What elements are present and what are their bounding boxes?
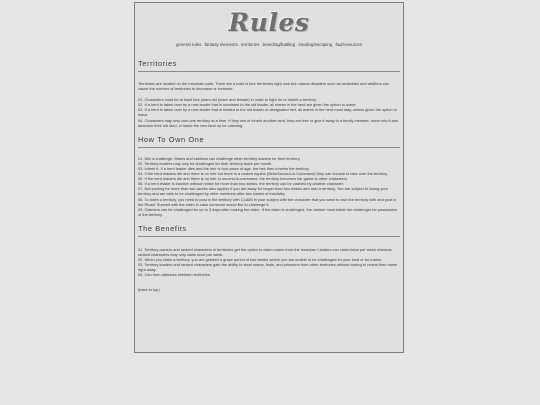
rule-line: 04. Characters may only own one territory at a time. If they win or inherit another land, they are free to give it away to a family member, move into it and abandon their old land, or leave the new land up for claiming. [138,117,399,128]
nav-bar [135,42,403,47]
territories-rules [138,97,400,128]
nav-territories[interactable]: territories [241,42,260,47]
rule-line: 06. If a herd leader is inactive without notice for more than two weeks, the territory can be claimed by another character. [138,181,344,187]
rule-line: 05. If the herd leaders die and there is no heir or second-in-command, the territory becomes fair game to other characters. [138,176,348,182]
section-title-how-to-own: How To Own One [138,135,400,148]
rule-line: 01. Win a challenge. Mares and stallions can challenge other territory leaders for their territory. [138,155,301,161]
content-panel [134,2,404,353]
rule-line: 07. Not posting for more than two weeks also applies if you are away for longer than two weeks and own a territory. You are subject to losing your territory and are able to be challenged by other members after two weeks of inactivity. [138,186,388,197]
nav-separator: . [238,42,241,47]
territories-intro: Territories are located on the mountain path. There are a total of four territories right now but natural disasters such as landslides and wildfires can cause the number of territories to decrease or increase. [138,81,390,92]
rule-line: 02. When you claim a territory, you are granted a grace period of two weeks where you are unable to be challenged for your land or for mares. [138,257,383,263]
how-to-own-rules [138,156,400,217]
nav-separator: . [333,42,335,47]
rule-line: 01. Territory owners and ranked characters in territories get the option to claim mares from the meadow. Leaders can claim twice per week whereas ranked characters may only claim once per week. [138,246,392,257]
rule-line: 04. If the herd leaders die and there is no heir but there is a ranked equine (Beta/Second-In-Command) they can choose to take over the territory. [138,171,388,177]
rule-line: 09. Claimers can be challenged for up to 3 days after making the claim. If the claim is challenged, the claimer must battle the challenger for possession of the territory. [138,206,398,217]
section-title-territories: Territories [138,59,400,72]
rule-line: 03. Territory leaders and ranked characters gain the ability to steal mares, foals, and prisoners from other territories without having to reveal their name right away. [138,262,398,273]
nav-fantasy-elements[interactable]: fantasy elements [204,42,238,47]
nav-faq-resources[interactable]: faq/resources [335,42,363,47]
back-to-top-link[interactable]: (back to top) [138,287,160,293]
nav-general-rules[interactable]: general rules [175,42,202,47]
rule-line: 02. Territory leaders may only be challenged for their territory twice per month. [138,160,273,166]
nav-separator: . [260,42,262,47]
rules-logo: Rules [228,8,310,37]
benefits-rules [138,247,400,278]
nav-separator: . [296,42,298,47]
nav-stealing-escaping[interactable]: stealing/escaping [298,42,333,47]
rule-line: 03. If a herd is taken over by a new leader that is related to the old leader or designated heir, all mares in the herd must stay, unless given the option to leave. [138,107,398,118]
nav-breeding-battling[interactable]: breeding/battling [262,42,296,47]
rule-line: 03. Inherit it. If a herd leader dies and the heir is four years of age, the heir then inherits the territory. [138,165,310,171]
rule-line: 08. To claim a territory, you need to post in the territory with CLAIM in your subject with the character that you want to own the territory with and post in the Rivals' Summit with the claim in case someone would like to challenge it. [138,196,397,207]
rule-line: 04. Can form alliances between territories. [138,272,211,278]
nav-separator: . [202,42,204,47]
back-to-top [138,287,400,292]
rule-line: 01. Characters must be at least four years old (mare and female) in order to fight for or inherit a territory. [138,97,317,103]
rule-line: 02. If a herd is taken over by a new leader that is unrelated to the old leader, all mares in the herd are given the option to leave. [138,102,357,108]
section-title-benefits: The Benefits [138,224,400,237]
